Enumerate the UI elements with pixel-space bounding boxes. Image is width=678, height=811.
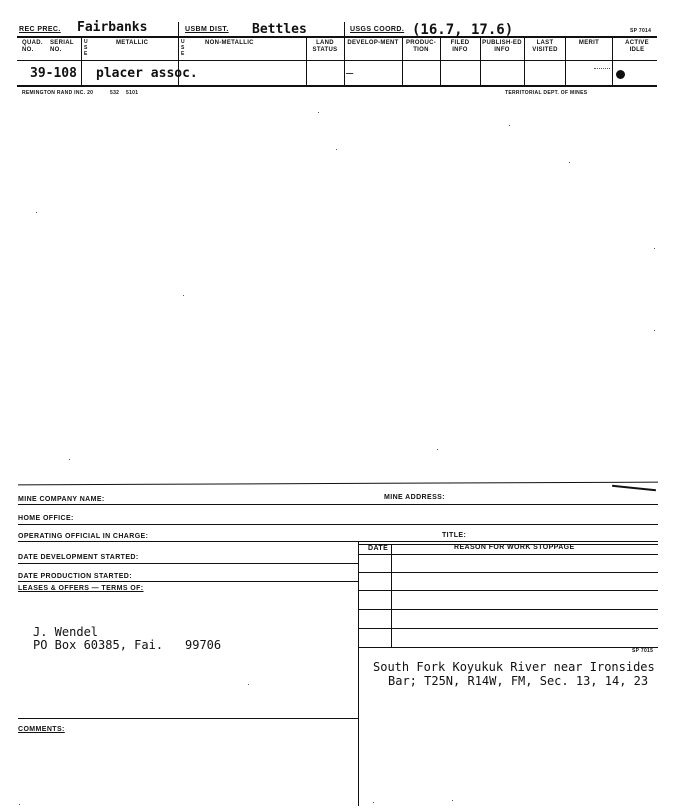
footer-code2: 5101 bbox=[126, 90, 139, 96]
location-line2: Bar; T25N, R14W, FM, Sec. 13, 14, 23 bbox=[388, 674, 649, 688]
quad-serial-value: 39-108 bbox=[30, 66, 77, 81]
date-label: DATE bbox=[368, 545, 389, 552]
location-line1: South Fork Koyukuk River near Ironsides bbox=[373, 660, 655, 674]
leases-label: LEASES & OFFERS — TERMS OF: bbox=[18, 585, 144, 592]
usbm-dist-label: USBM DIST. bbox=[185, 26, 229, 33]
col-active-idle: ACTIVE IDLE bbox=[625, 40, 649, 53]
active-dot-icon bbox=[616, 70, 625, 79]
footer-left: REMINGTON RAND INC. 20 bbox=[22, 90, 94, 96]
col-merit: MERIT bbox=[578, 40, 600, 46]
form-number-small: SP 7015 bbox=[632, 648, 654, 654]
contact-address: PO Box 60385, Fai. bbox=[33, 638, 164, 652]
col-last-visited: LAST VISITED bbox=[532, 40, 558, 53]
mine-address-label: MINE ADDRESS: bbox=[384, 494, 445, 501]
operating-official-label: OPERATING OFFICIAL IN CHARGE: bbox=[18, 533, 149, 540]
col-production: PRODUC-TION bbox=[405, 40, 437, 53]
form-number: SP 7014 bbox=[630, 28, 652, 34]
reason-label: REASON FOR WORK STOPPAGE bbox=[454, 544, 575, 551]
title-label: TITLE: bbox=[442, 532, 467, 539]
development-value: — bbox=[346, 66, 354, 80]
col-land-status: LAND STATUS bbox=[312, 40, 338, 53]
merit-scribble bbox=[594, 68, 610, 79]
col-published-info: PUBLISH-ED INFO bbox=[482, 40, 522, 53]
usbm-dist-value: Bettles bbox=[252, 22, 307, 37]
col-serial-no: SERIAL NO. bbox=[50, 40, 74, 53]
col-quad-no: QUAD. NO. bbox=[22, 40, 43, 53]
metallic-value: placer assoc. bbox=[96, 66, 198, 81]
contact-name: J. Wendel bbox=[33, 625, 99, 639]
col-use-nonmetallic: U S E bbox=[181, 39, 185, 57]
footer-right: TERRITORIAL DEPT. OF MINES bbox=[505, 90, 588, 96]
col-filed-info: FILED INFO bbox=[450, 40, 470, 53]
mine-company-label: MINE COMPANY NAME: bbox=[18, 496, 105, 503]
rec-prec-value: Fairbanks bbox=[77, 20, 148, 35]
col-use-metallic: U S E bbox=[84, 39, 88, 57]
contact-zip: 99706 bbox=[185, 638, 222, 652]
usgs-coord-label: USGS COORD. bbox=[350, 26, 405, 33]
date-development-label: DATE DEVELOPMENT STARTED: bbox=[18, 554, 139, 561]
comments-label: COMMENTS: bbox=[18, 726, 65, 733]
col-development: DEVELOP-MENT bbox=[347, 40, 399, 46]
rec-prec-label: REC PREC. bbox=[19, 26, 61, 33]
col-metallic: METALLIC bbox=[116, 40, 149, 46]
footer-code1: 532 bbox=[110, 90, 120, 96]
home-office-label: HOME OFFICE: bbox=[18, 515, 74, 522]
usgs-coord-value: (16.7, 17.6) bbox=[412, 22, 514, 38]
col-non-metallic: NON-METALLIC bbox=[205, 40, 254, 46]
date-production-label: DATE PRODUCTION STARTED: bbox=[18, 573, 132, 580]
